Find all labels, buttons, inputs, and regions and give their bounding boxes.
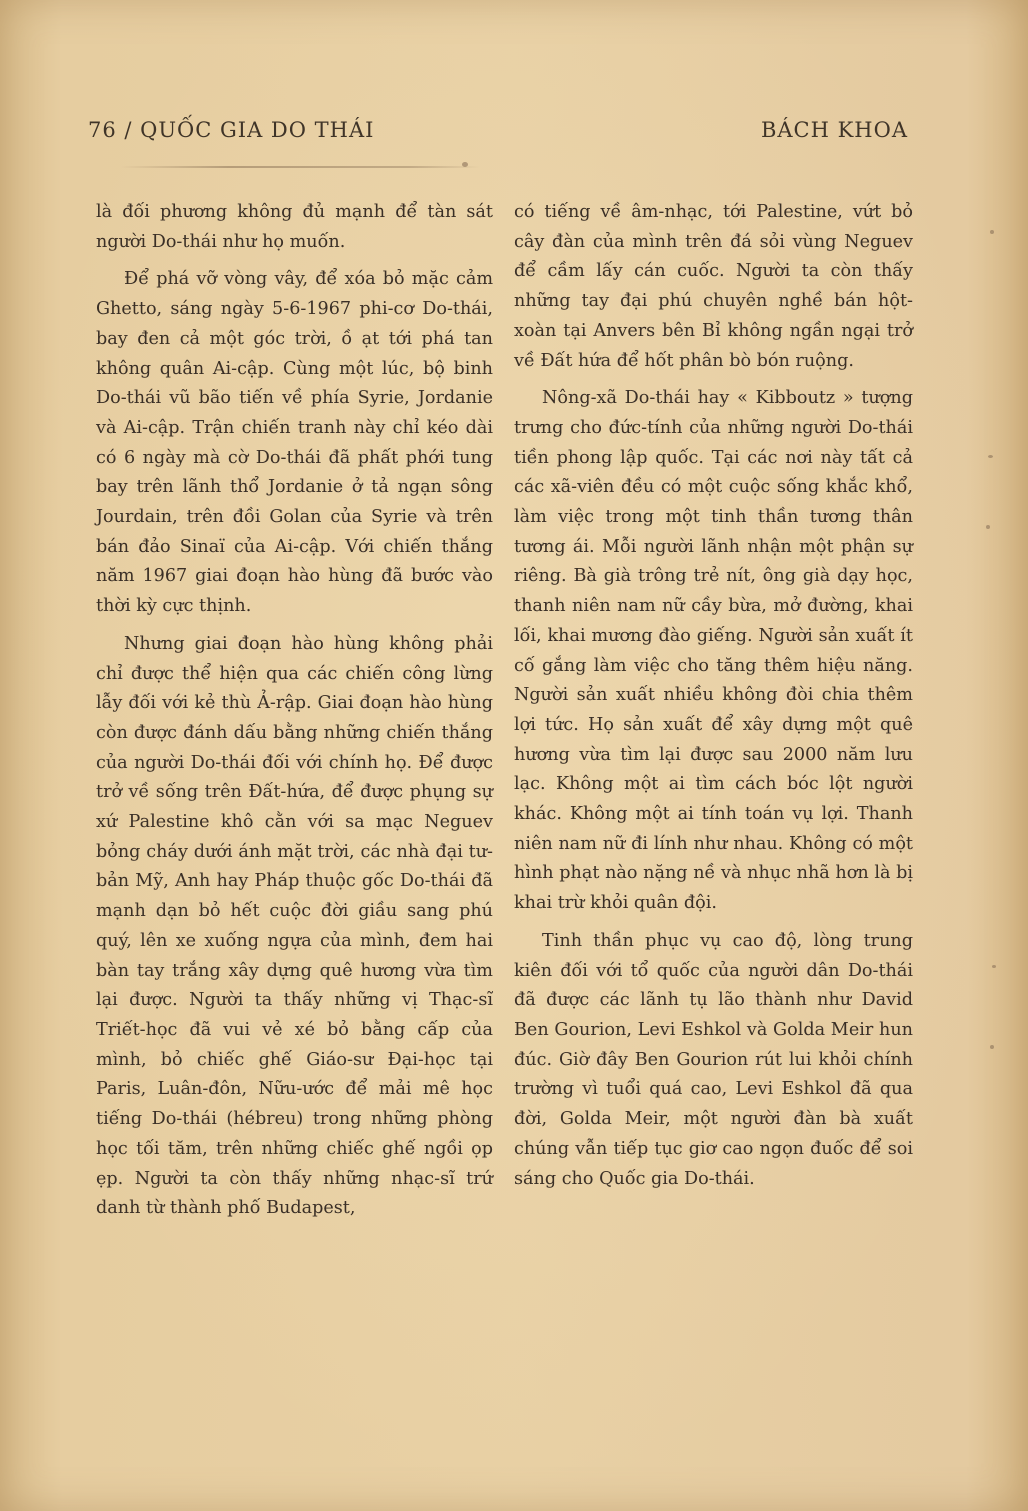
paper-speck [988, 455, 993, 458]
left-column [96, 198, 493, 1224]
paper-speck [986, 525, 990, 529]
page-number-and-title: 76 / QUỐC GIA DO THÁI [88, 118, 375, 142]
header-divider [120, 166, 480, 168]
paragraph: Tinh thần phục vụ cao độ, lòng trung kiên đối với tổ quốc của người dân Do-thái đã được các lãnh tụ lão thành như David Ben Gourion, Levi Eshkol và Golda Meir hun đúc. Giờ đây Ben Gourion rút lui khỏi chính trường vì tuổi quá cao, Levi Eshkol đã qua đời, Golda Meir, một người đàn bà xuất chúng vẫn tiếp tục giơ cao ngọn đuốc để soi sáng cho Quốc gia Do-thái. [514, 930, 913, 1189]
paper-speck [990, 230, 994, 234]
magazine-name: BÁCH KHOA [760, 118, 908, 142]
running-header [88, 118, 908, 148]
paragraph: là đối phương không đủ mạnh để tàn sát người Do-thái như họ muốn. [96, 202, 493, 252]
paragraph: Để phá vỡ vòng vây, để xóa bỏ mặc cảm Ghetto, sáng ngày 5-6-1967 phi-cơ Do-thái, bay đen cả một góc trời, ồ ạt tới phá tan không quân Ai-cập. Cùng một lúc, bộ binh Do-thái vũ bão tiến về phía Syrie, Jordanie và Ai-cập. Trận chiến tranh này chỉ kéo dài có 6 ngày mà cờ Do-thái đã phất phới tung bay trên lãnh thổ Jordanie ở tả ngạn sông Jourdain, trên đồi Golan của Syrie và trên bán đảo Sinaï của Ai-cập. Với chiến thắng năm 1967 giai đoạn hào hùng đã bước vào thời kỳ cực thịnh. [96, 269, 493, 617]
right-column [514, 198, 913, 1194]
paragraph: Nhưng giai đoạn hào hùng không phải chỉ được thể hiện qua các chiến công lừng lẫy đối với kẻ thù Ả-rập. Giai đoạn hào hùng còn được đánh dấu bằng những chiến thắng của người Do-thái đối với chính họ. Để được trở về sống trên Đất-hứa, để được phụng sự xứ Palestine khô cằn với sa mạc Neguev bỏng cháy dưới ánh mặt trời, các nhà đại tư-bản Mỹ, Anh hay Pháp thuộc gốc Do-thái đã mạnh dạn bỏ hết cuộc đời giầu sang phú quý, lên xe xuống ngựa của mình, đem hai bàn tay trắng xây dựng quê hương vừa tìm lại được. Người ta thấy những vị Thạc-sĩ Triết-học đã vui vẻ xé bỏ bằng cấp của mình, bỏ chiếc ghế Giáo-sư Đại-học tại Paris, Luân-đôn, Nữu-ước để mải mê học tiếng Do-thái (hébreu) trong những phòng học tối tăm, trên những chiếc ghế ngồi ọp ẹp. Người ta còn thấy những nhạc-sĩ trứ danh từ thành phố Budapest, [96, 633, 493, 1219]
paper-speck [990, 1045, 994, 1049]
paragraph: có tiếng về âm-nhạc, tới Palestine, vứt bỏ cây đàn của mình trên đá sỏi vùng Neguev để cầm lấy cán cuốc. Người ta còn thấy những tay đại phú chuyên nghề bán hột-xoàn tại Anvers bên Bỉ không ngần ngại trở về Đất hứa để hốt phân bò bón ruộng. [514, 202, 913, 371]
paragraph: Nông-xã Do-thái hay « Kibboutz » tượng trưng cho đức-tính của những người Do-thái tiền phong lập quốc. Tại các nơi này tất cả các xã-viên đều có một cuộc sống khắc khổ, làm việc trong một tinh thần tương thân tương ái. Mỗi người lãnh nhận một phận sự riêng. Bà già trông trẻ nít, ông già dạy học, thanh niên nam nữ cầy bừa, mở đường, khai lối, khai mương đào giếng. Người sản xuất ít cố gắng làm việc cho tăng thêm hiệu năng. Người sản xuất nhiều không đòi chia thêm lợi tức. Họ sản xuất để xây dựng một quê hương vừa tìm lại được sau 2000 năm lưu lạc. Không một ai tìm cách bóc lột người khác. Không một ai tính toán vụ lợi. Thanh niên nam nữ đi lính như nhau. Không có một hình phạt nào nặng nề và nhục nhã hơn là bị khai trừ khỏi quân đội. [514, 388, 913, 914]
paper-speck [462, 162, 468, 167]
paper-speck [992, 965, 996, 968]
